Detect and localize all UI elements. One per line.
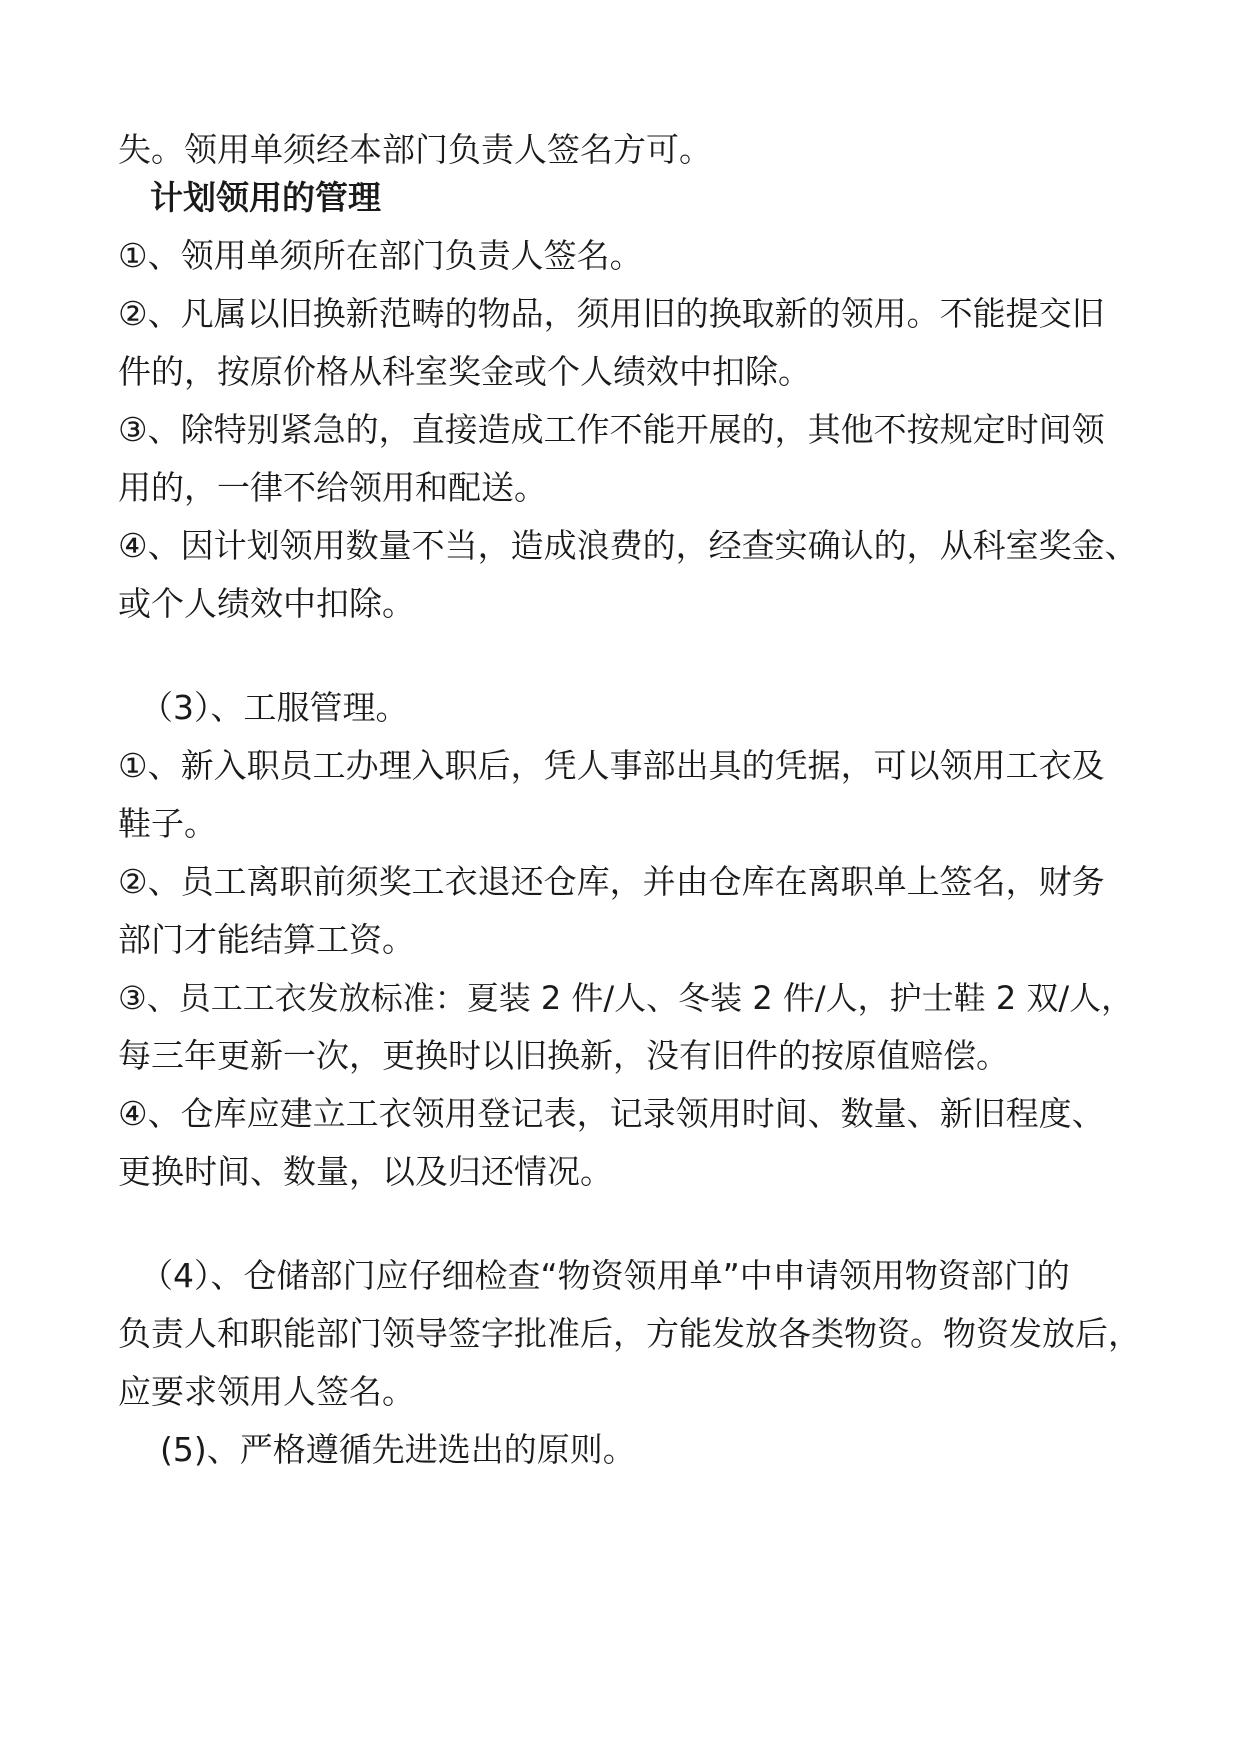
paragraph-line: ③、除特别紧急的，直接造成工作不能开展的，其他不按规定时间领 (118, 410, 1105, 449)
paragraph-line: ①、领用单须所在部门负责人签名。 (118, 236, 643, 275)
paragraph-line: (5)、严格遵循先进选出的原则。 (160, 1430, 636, 1469)
paragraph-line: 每三年更新一次，更换时以旧换新，没有旧件的按原值赔偿。 (118, 1036, 1009, 1075)
paragraph-line: 鞋子。 (118, 804, 217, 843)
paragraph-line: 件的，按原价格从科室奖金或个人绩效中扣除。 (118, 352, 811, 391)
section-heading: 计划领用的管理 (150, 178, 381, 217)
paragraph-line: 负责人和职能部门领导签字批准后，方能发放各类物资。物资发放后， (118, 1314, 1141, 1353)
paragraph-line: 用的，一律不给领用和配送。 (118, 468, 547, 507)
paragraph-line: 失。领用单须经本部门负责人签名方可。 (118, 130, 712, 169)
paragraph-line: 部门才能结算工资。 (118, 920, 415, 959)
paragraph-line: ②、员工离职前须奖工衣退还仓库，并由仓库在离职单上签名，财务 (118, 862, 1105, 901)
section-heading: （3）、工服管理。 (140, 688, 409, 727)
paragraph-line: ③、员工工衣发放标准：夏装 2 件/人、冬装 2 件/人，护士鞋 2 双/人， (118, 979, 1134, 1017)
paragraph-line: （4）、仓储部门应仔细检查“物资领用单”中申请领用物资部门的 (140, 1256, 1070, 1295)
paragraph-line: ④、仓库应建立工衣领用登记表，记录领用时间、数量、新旧程度、 (118, 1094, 1105, 1133)
paragraph-line: 更换时间、数量，以及归还情况。 (118, 1152, 613, 1191)
paragraph-line: ②、凡属以旧换新范畴的物品，须用旧的换取新的领用。不能提交旧 (118, 294, 1105, 333)
paragraph-line: 或个人绩效中扣除。 (118, 584, 415, 623)
paragraph-line: ①、新入职员工办理入职后，凭人事部出具的凭据，可以领用工衣及 (118, 746, 1105, 785)
paragraph-line: 应要求领用人签名。 (118, 1372, 415, 1411)
paragraph-line: ④、因计划领用数量不当，造成浪费的，经查实确认的，从科室奖金、 (118, 526, 1138, 565)
